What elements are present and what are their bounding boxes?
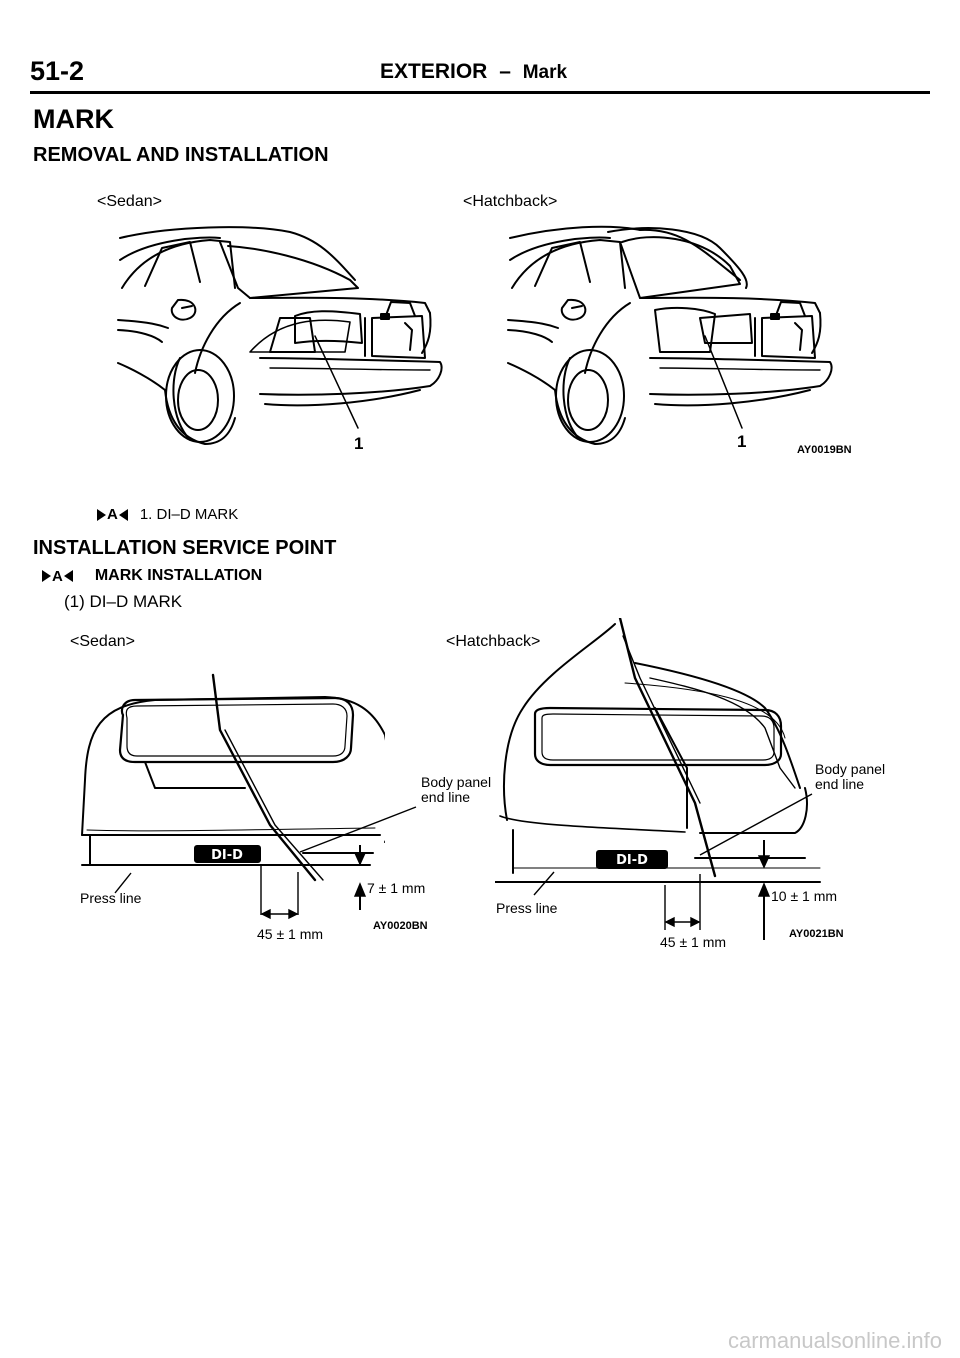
sedan-install-figure-code: AY0020BN: [373, 920, 428, 932]
procedure-title: REMOVAL AND INSTALLATION: [33, 144, 329, 166]
body-panel-text: Body panel: [421, 774, 492, 790]
service-ref-marker: A: [97, 506, 128, 523]
install-hatchback-label: <Hatchback>: [446, 633, 541, 650]
hatchback-press-line-label: Press line: [496, 900, 558, 916]
emblem-text: DI-D: [211, 848, 243, 863]
service-ref-marker: A: [42, 568, 73, 585]
install-step: (1) DI–D MARK: [64, 592, 183, 611]
watermark: carmanualsonline.info: [727, 1328, 942, 1353]
install-sedan-label: <Sedan>: [70, 633, 135, 650]
section-name: EXTERIOR: [380, 60, 488, 83]
removal-sedan-label: <Sedan>: [97, 193, 162, 210]
section-subtitle: Mark: [522, 62, 568, 83]
removal-hatchback-label: <Hatchback>: [463, 193, 558, 210]
service-point-heading-label: MARK INSTALLATION: [94, 567, 263, 584]
section-separator: –: [499, 60, 511, 83]
hatchback-install-figure-code: AY0021BN: [789, 928, 844, 940]
callout-1-sedan: 1: [354, 434, 364, 453]
emblem-text: DI-D: [616, 853, 648, 868]
callout-1-hatchback: 1: [737, 432, 747, 451]
end-line-text: end line: [421, 789, 471, 805]
service-point-title: INSTALLATION SERVICE POINT: [33, 537, 337, 559]
page-number: 51-2: [30, 56, 85, 86]
page-title: MARK: [33, 104, 114, 134]
removal-figure-code: AY0019BN: [797, 444, 852, 456]
hatchback-vertical-dimension: 10 ± 1 mm: [771, 888, 838, 904]
parts-list-label: 1. DI–D MARK: [139, 506, 239, 523]
body-panel-text: Body panel: [815, 761, 886, 777]
end-line-text: end line: [815, 776, 865, 792]
sedan-vertical-dimension: 7 ± 1 mm: [367, 880, 426, 896]
hatchback-horizontal-dimension: 45 ± 1 mm: [660, 934, 727, 950]
sedan-horizontal-dimension: 45 ± 1 mm: [257, 926, 324, 942]
sedan-press-line-label: Press line: [80, 890, 142, 906]
